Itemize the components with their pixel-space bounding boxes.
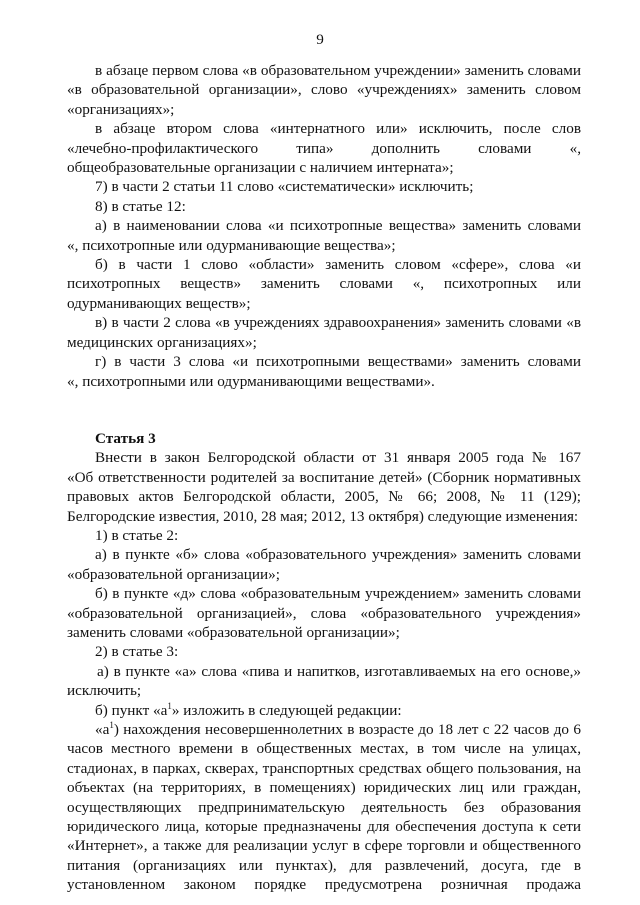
amendments-block <box>67 61 581 391</box>
text-fragment: «а <box>95 721 110 738</box>
text-line: 2) в статье 3: <box>95 643 179 661</box>
text-line: в) в части 2 слова «в учреждениях здравоохранения» заменить словами «в <box>95 314 581 332</box>
text-line: Внести в закон Белгородской области от 31 января 2005 года № 167 <box>95 449 581 467</box>
text-line: «лечебно-профилактического типа» дополнить словами «, <box>67 139 581 157</box>
text-line: психотропных веществ» заменить словами «, психотропных или <box>67 275 581 293</box>
superscript: 1 <box>109 719 114 730</box>
text-line: осуществляющих предпринимательскую деятельность без образования <box>67 798 581 816</box>
text-line: питания (организациях или пунктах), для развлечений, досуга, где в <box>67 856 581 874</box>
text-fragment: б) пункт «а <box>95 701 168 719</box>
text-line: 7) в части 2 статьи 11 слово «систематически» исключить; <box>95 178 474 196</box>
text-line <box>67 720 581 739</box>
text-line: исключить; <box>67 682 142 700</box>
text-line: 1) в статье 2: <box>95 526 179 544</box>
text-line: «Об ответственности родителей за воспитание детей» (Сборник нормативных <box>67 468 581 486</box>
text-line: «в образовательной организации», слово «учреждениях» заменить словом <box>67 81 581 99</box>
text-line: установленном законом порядке предусмотрена розничная продажа <box>67 876 581 894</box>
text-line: одурманивающих веществ»; <box>67 294 251 312</box>
text-fragment: » изложить в следующей редакции: <box>171 701 402 719</box>
text-line: «Интернет», а также для реализации услуг в сфере торговли и общественного <box>67 837 581 855</box>
text-line: б) в пункте «д» слова «образовательным учреждением» заменить словами <box>95 585 581 603</box>
text-line: «организациях»; <box>67 100 175 118</box>
text-line: правовых актов Белгородской области, 2005, № 66; 2008, № 11 (129); <box>67 488 581 506</box>
text-line: «образовательной организации»; <box>67 565 280 583</box>
article-heading: Статья 3 <box>95 429 156 447</box>
text-line: б) в части 1 слово «области» заменить словом «сфере», слова «и <box>95 256 581 274</box>
text-fragment: ) нахождения несовершеннолетних в возрасте до 18 лет с 22 часов до 6 <box>113 721 581 738</box>
text-line: 8) в статье 12: <box>95 197 186 215</box>
superscript: 1 <box>167 700 172 711</box>
text-line: объектах (на территориях, в помещениях) юридических лиц или граждан, <box>67 779 581 797</box>
text-line: а) в пункте «б» слова «образовательного учреждения» заменить словами <box>95 546 581 564</box>
section-gap <box>67 391 581 429</box>
text-line: стадионах, в парках, скверах, транспортных средствах общего пользования, на <box>67 759 581 777</box>
text-line: в абзаце втором слова «интернатного или» исключить, после слов <box>95 120 581 138</box>
text-line: общеобразовательные организации с наличием интерната»; <box>67 159 454 177</box>
text-line: медицинских организациях»; <box>67 333 257 351</box>
article-3-intro-block <box>67 448 581 700</box>
text-line <box>67 701 581 720</box>
text-line: в абзаце первом слова «в образовательном учреждении» заменить словами <box>95 62 581 79</box>
page-number: 9 <box>316 31 324 48</box>
article-3-text-block <box>67 739 581 894</box>
text-line: а) в пункте «а» слова «пива и напитков, изготавливаемых на его основе,» <box>97 662 581 680</box>
text-line: Белгородские известия, 2010, 28 мая; 2012, 13 октября) следующие изменения: <box>67 507 579 525</box>
text-line: а) в наименовании слова «и психотропные вещества» заменить словами <box>95 217 581 235</box>
text-line: «, психотропными или одурманивающими веществами». <box>67 372 435 390</box>
document-body <box>67 61 581 895</box>
text-line: «, психотропные или одурманивающие вещества»; <box>67 236 396 254</box>
text-line: часов местного времени в общественных местах, в том числе на улицах, <box>67 740 581 758</box>
text-line: юридического лица, которые предназначены для обеспечения доступа к сети <box>67 818 581 836</box>
text-line: заменить словами «образовательной организации»; <box>67 623 400 641</box>
text-line: «образовательной организацией», слова «образовательного учреждения» <box>67 604 581 622</box>
text-line: г) в части 3 слова «и психотропными веществами» заменить словами <box>95 353 581 371</box>
